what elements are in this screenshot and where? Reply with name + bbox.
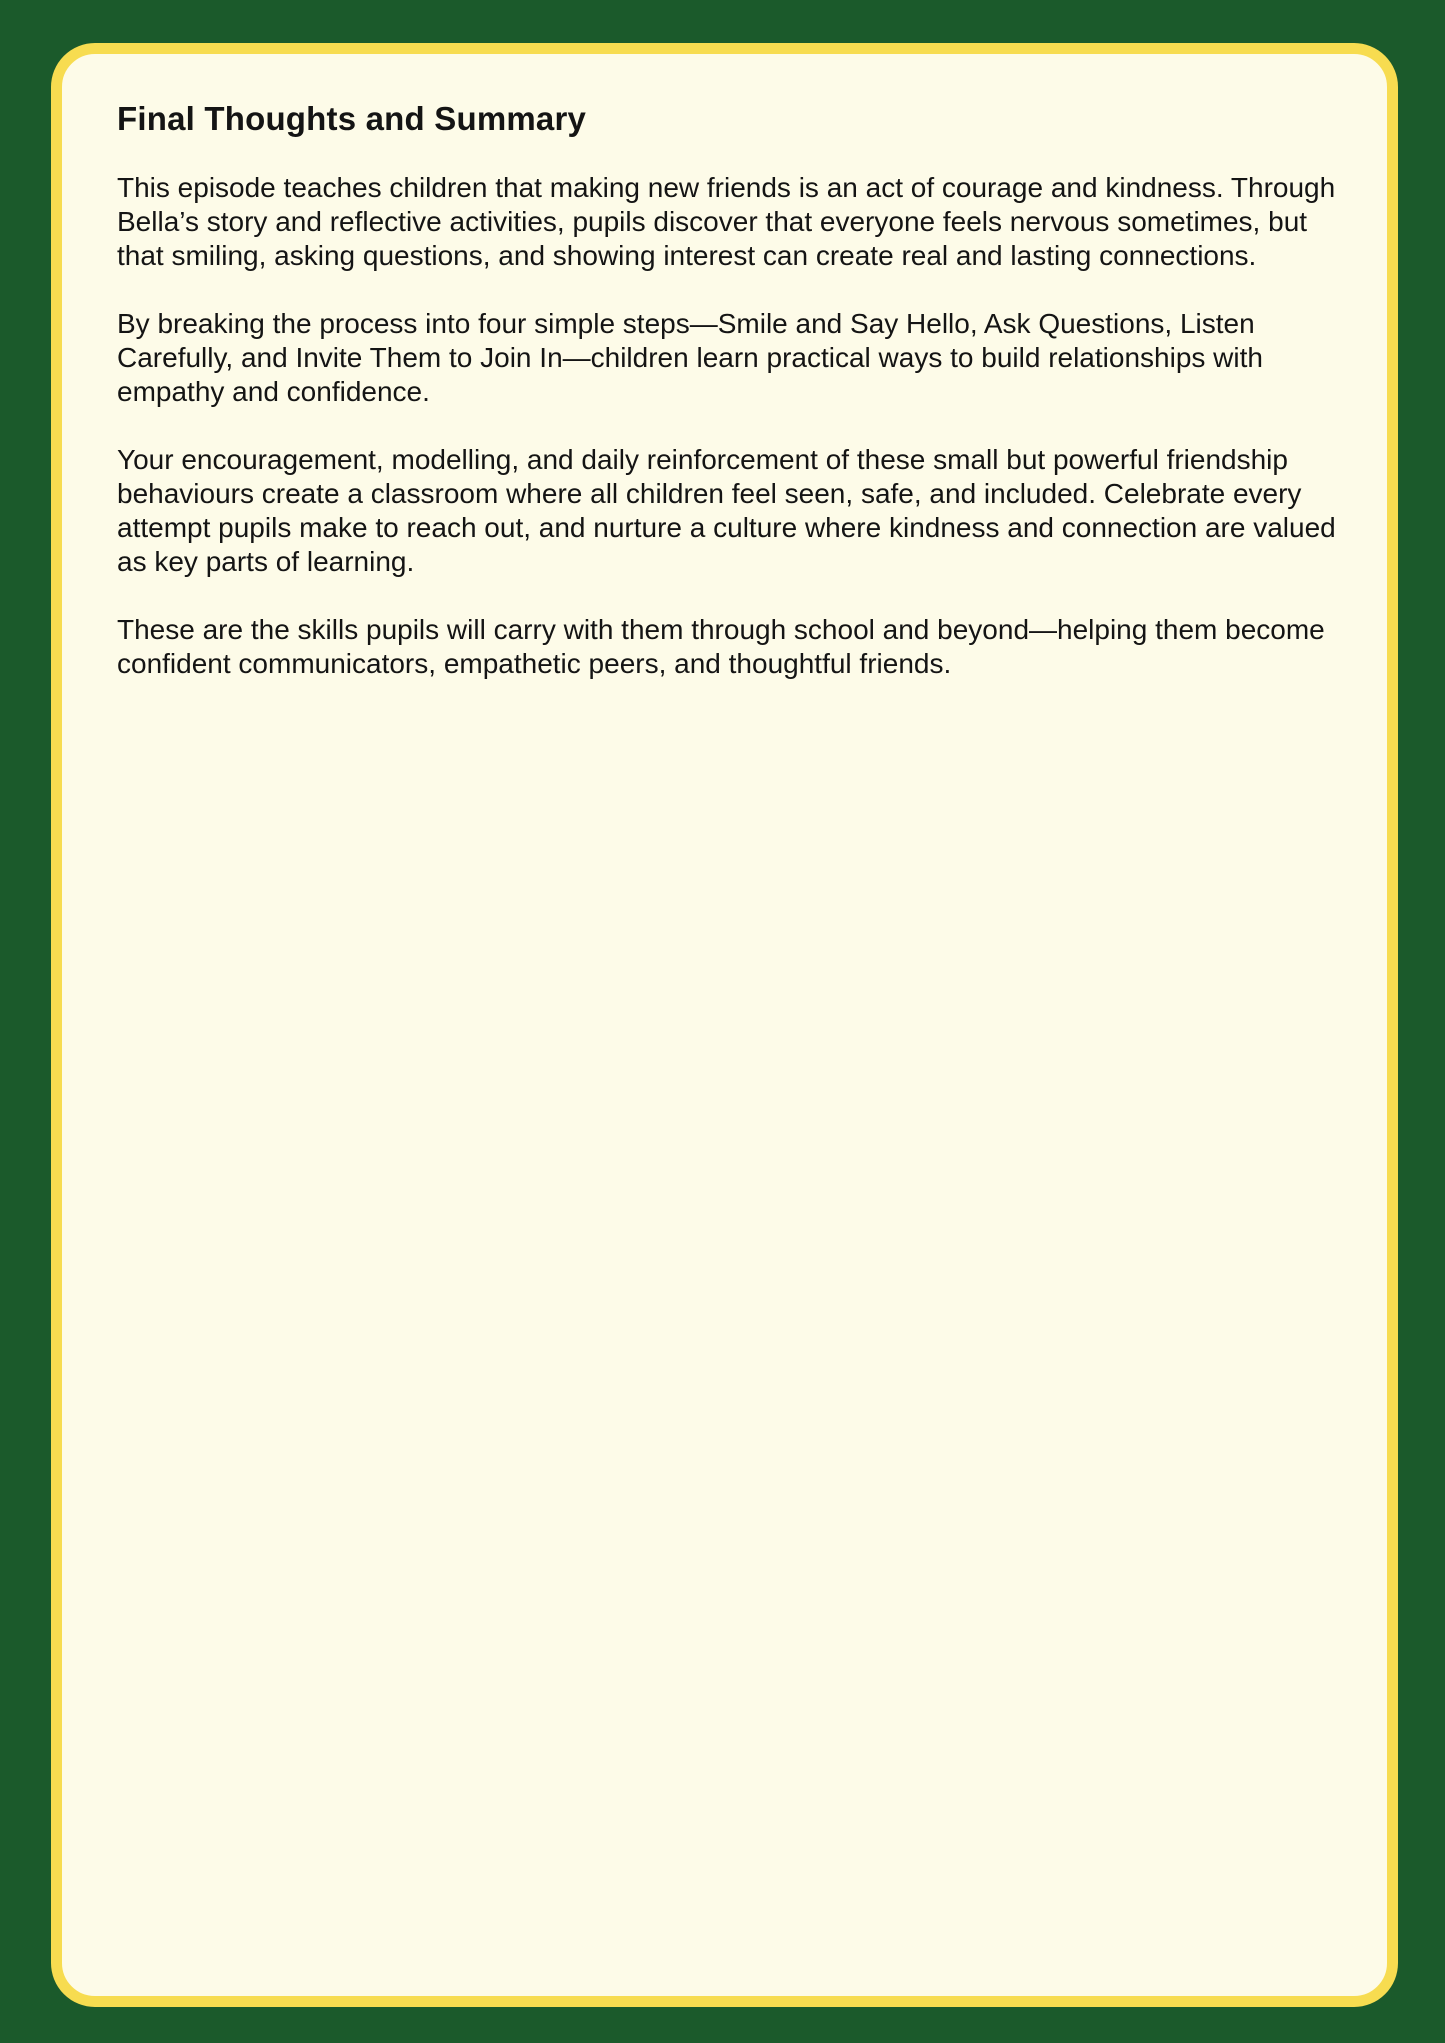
- summary-content: [117, 99, 1357, 681]
- paragraph-courage-kindness: This episode teaches children that making new friends is an act of courage and kindness. Through Bella’s story and reflective activities, pupils discover that everyone feels nervous sometimes, but that smiling, asking questions, and showing interest can create real and lasting connections.: [117, 171, 1336, 271]
- page-title: Final Thoughts and Summary: [117, 100, 587, 137]
- paragraph-lifelong-skills: These are the skills pupils will carry with them through school and beyond—helping them become confident communicators, empathetic peers, and thoughtful friends.: [117, 613, 1325, 679]
- paragraph-encouragement: Your encouragement, modelling, and daily reinforcement of these small but powerful friendship behaviours create a classroom where all children feel seen, safe, and included. Celebrate every attempt pupils make to reach out, and nurture a culture where kindness and connection are valued as key parts of learning.: [117, 443, 1336, 577]
- summary-card: [51, 43, 1398, 2007]
- paragraph-four-steps: By breaking the process into four simple steps—Smile and Say Hello, Ask Questions, Listen Carefully, and Invite Them to Join In—children learn practical ways to build relationships with empathy and confidence.: [117, 307, 1263, 407]
